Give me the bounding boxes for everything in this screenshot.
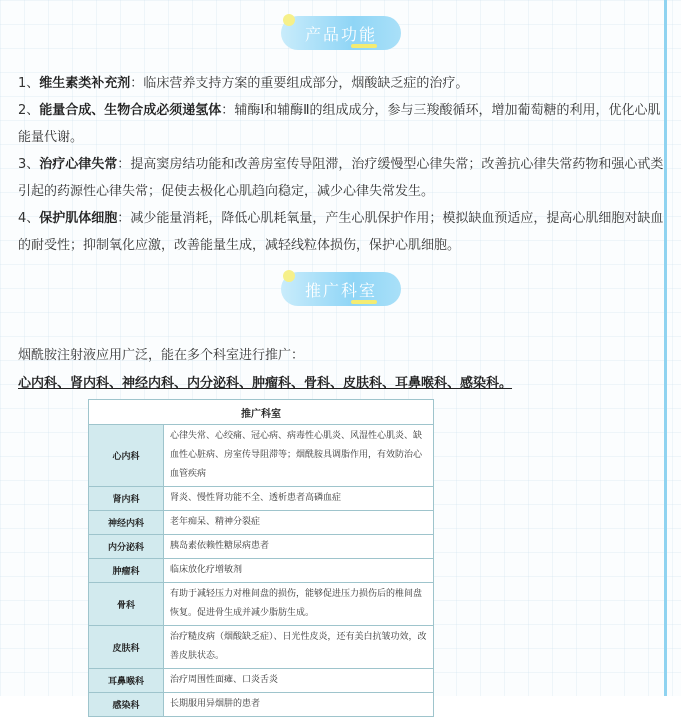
table-row xyxy=(89,693,434,717)
table-row xyxy=(89,669,434,693)
feature-list xyxy=(18,70,664,259)
feature-item: 2、能量合成、生物合成必须递氢体：辅酶Ⅰ和辅酶Ⅱ的组成成分，参与三羧酸循环，增加葡萄糖的利用，优化心肌能量代谢。 xyxy=(18,103,661,145)
desc-cell: 长期服用异烟肼的患者 xyxy=(164,693,434,717)
decor-dot xyxy=(283,14,295,26)
desc-cell: 治疗周围性面瘫、口炎舌炎 xyxy=(164,669,434,693)
decor-underline xyxy=(351,300,377,304)
table-row xyxy=(89,425,434,487)
desc-cell: 治疗糙皮病（烟酸缺乏症）、日光性皮炎，还有美白抗皱功效，改善皮肤状态。 xyxy=(164,626,434,669)
table-header-row xyxy=(89,400,434,425)
table-row xyxy=(89,626,434,669)
promotion-table xyxy=(88,399,434,717)
table-row xyxy=(89,487,434,511)
desc-cell: 老年痴呆、精神分裂症 xyxy=(164,511,434,535)
section-title: 产品功能 xyxy=(281,16,401,50)
feature-item: 4、保护肌体细胞：减少能量消耗，降低心肌耗氧量，产生心肌保护作用；模拟缺血预适应，提高心肌细胞对缺血的耐受性；抑制氧化应激，改善能量生成，减轻线粒体损伤，保护心肌细胞。 xyxy=(18,211,664,253)
desc-cell: 临床放化疗增敏剂 xyxy=(164,559,434,583)
dept-cell: 肾内科 xyxy=(89,487,164,511)
dept-cell: 神经内科 xyxy=(89,511,164,535)
feature-item: 1、维生素类补充剂：临床营养支持方案的重要组成部分，烟酸缺乏症的治疗。 xyxy=(18,76,469,91)
dept-cell: 感染科 xyxy=(89,693,164,717)
decor-dot xyxy=(283,270,295,282)
table-row xyxy=(89,535,434,559)
section-title: 推广科室 xyxy=(281,272,401,306)
desc-cell: 肾炎、慢性肾功能不全、透析患者高磷血症 xyxy=(164,487,434,511)
table-row xyxy=(89,511,434,535)
desc-cell: 胰岛素依赖性糖尿病患者 xyxy=(164,535,434,559)
right-edge-border xyxy=(664,0,667,696)
dept-cell: 骨科 xyxy=(89,583,164,626)
dept-cell: 耳鼻喉科 xyxy=(89,669,164,693)
table-row xyxy=(89,559,434,583)
dept-cell: 内分泌科 xyxy=(89,535,164,559)
dept-cell: 肿瘤科 xyxy=(89,559,164,583)
desc-cell: 心律失常、心绞痛、冠心病、病毒性心肌炎、风湿性心肌炎、缺血性心脏病、房室传导阻滞等；烟酰胺具调脂作用，有效防治心血管疾病 xyxy=(164,425,434,487)
decor-underline xyxy=(351,44,377,48)
feature-item: 3、治疗心律失常：提高窦房结功能和改善房室传导阻滞，治疗缓慢型心律失常；改善抗心律失常药物和强心甙类引起的药源性心律失常；促使去极化心肌趋向稳定，减少心律失常发生。 xyxy=(18,157,664,199)
table-row xyxy=(89,583,434,626)
intro-text: 烟酰胺注射液应用广泛，能在多个科室进行推广： xyxy=(18,348,305,363)
departments-line: 心内科、肾内科、神经内科、内分泌科、肿瘤科、骨科、皮肤科、耳鼻喉科、感染科。 xyxy=(18,376,513,391)
section-header-promotion-dept xyxy=(281,272,401,312)
desc-cell: 有助于减轻压力对椎间盘的损伤，能够促进压力损伤后的椎间盘恢复。促进骨生成并减少脂肪生成。 xyxy=(164,583,434,626)
table-header: 推广科室 xyxy=(89,400,434,425)
dept-cell: 心内科 xyxy=(89,425,164,487)
dept-cell: 皮肤科 xyxy=(89,626,164,669)
section-header-product-function xyxy=(281,16,401,56)
